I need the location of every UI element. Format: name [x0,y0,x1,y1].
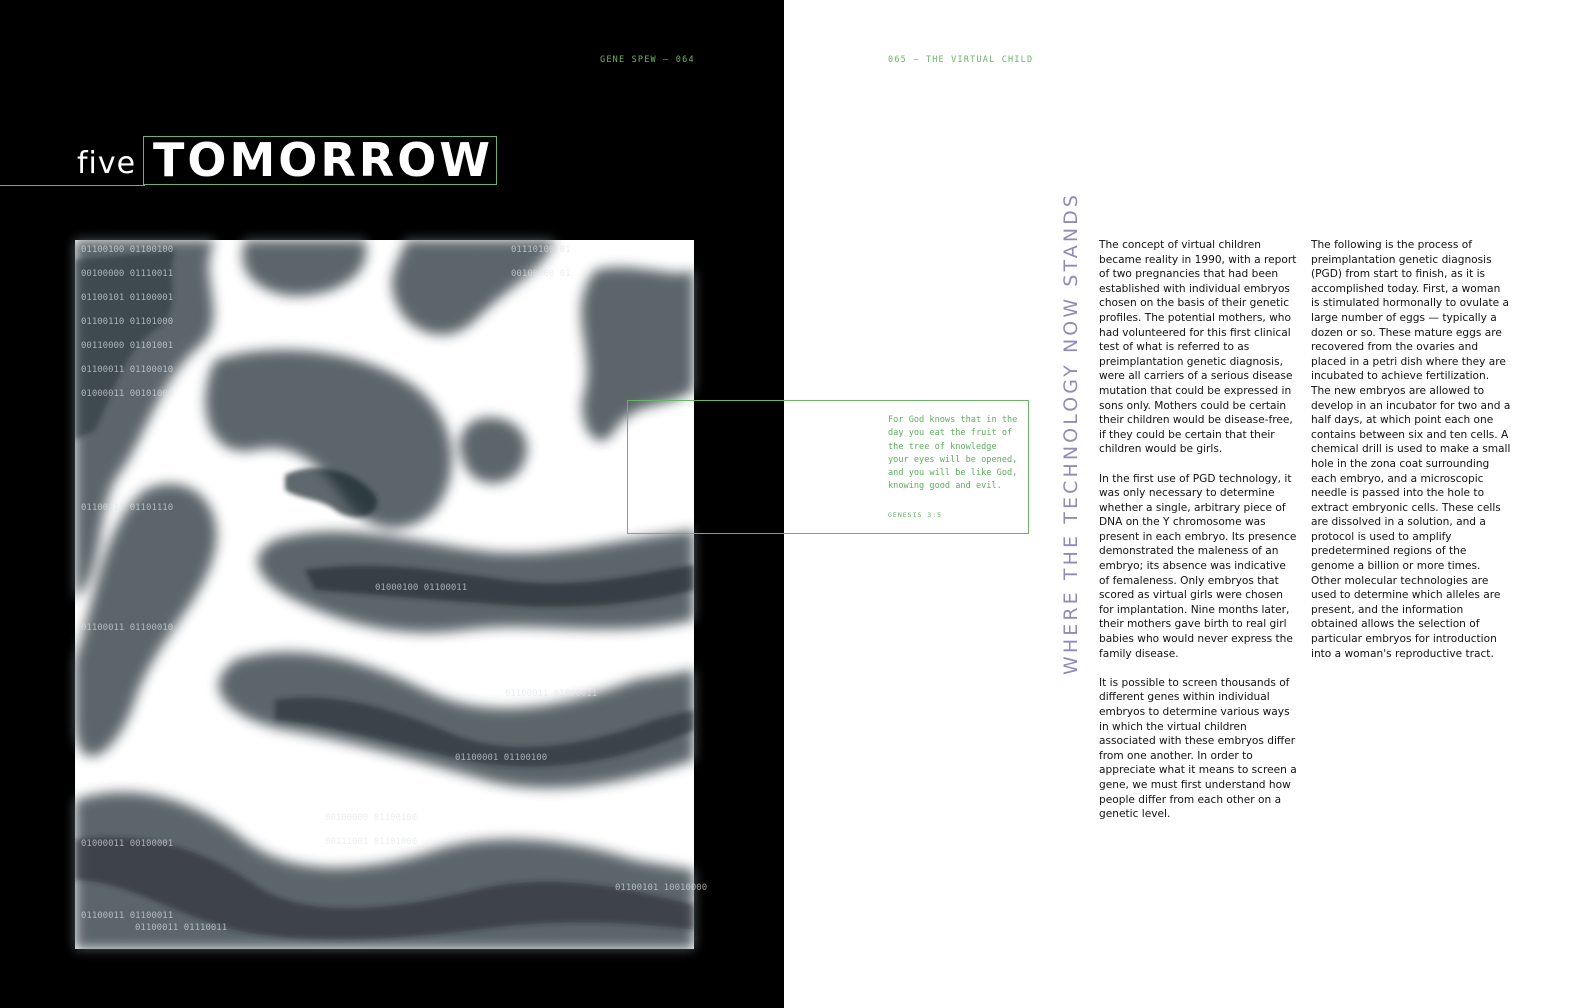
svg-text:01100011 01000011: 01100011 01000011 [505,689,598,699]
svg-text:01100011 01100011: 01100011 01100011 [81,911,174,921]
svg-text:01100001 01100100: 01100001 01100100 [455,753,548,763]
svg-text:01000011 00101000: 01000011 00101000 [81,389,174,399]
svg-text:01100101 01100001: 01100101 01100001 [81,293,174,303]
svg-text:01000100 01100011: 01000100 01100011 [375,583,468,593]
chapter-number: five [77,146,137,181]
body-column-1 [1099,238,1299,836]
section-heading: WHERE THE TECHNOLOGY NOW STANDS [1060,191,1082,675]
svg-text:00100000 01: 00100000 01 [511,269,571,279]
svg-text:01100101 10010000: 01100101 10010000 [615,883,708,893]
svg-text:00111001 01101000: 00111001 01101000 [325,837,418,847]
svg-text:01100011 01110011: 01100011 01110011 [135,923,228,933]
left-folio: GENE SPEW — 064 [600,55,695,65]
svg-text:01100111 01101110: 01100111 01101110 [81,503,174,513]
paragraph: The concept of virtual children became reality in 1990, with a report of two pregnancies that had been established with individual embryos chosen on the basis of their genetic profiles. The potential mothers, who had volunteered for this first clinical test of what is referred to as preimplantation genetic diagnosis, were all carriers of a serious disease mutation that could be expressed in sons only. Mothers could be certain their children would be disease-free, if they could be certain that their children would be girls. [1099,239,1297,456]
epigraph-quote: For God knows that in the day you eat the fruit of the tree of knowledge your eyes will be opened, and you will be like God, knowing good and evil. [888,415,1018,492]
svg-text:01100011 01100010: 01100011 01100010 [81,623,174,633]
epigraph-citation: GENESIS 3:5 [888,511,943,519]
svg-text:01100100 01100100: 01100100 01100100 [81,245,174,255]
svg-text:01110100 01: 01110100 01 [511,245,571,255]
chapter-rule [0,185,145,186]
svg-text:01100110 01101000: 01100110 01101000 [81,317,174,327]
svg-text:01100011 01100010: 01100011 01100010 [81,365,174,375]
microscope-photo [75,240,708,949]
svg-text:00110000 01101001: 00110000 01101001 [81,341,174,351]
svg-text:01000011 00100001: 01000011 00100001 [81,839,174,849]
body-column-2 [1311,238,1511,676]
paragraph: In the first use of PGD technology, it was only necessary to determine whether a single, arbitrary piece of DNA on the Y chromosome was present in each embryo. Its presence demonstrated the maleness of an embryo; its absence was indicative of femaleness. Only embryos that scored as virtual girls were chosen for implantation. Nine months later, their mothers gave birth to real girl babies who would never express the family disease. [1099,472,1297,660]
svg-text:00100000 01100100: 00100000 01100100 [325,813,418,823]
right-folio: 065 — THE VIRTUAL CHILD [888,55,1034,65]
paragraph: It is possible to screen thousands of different genes within individual embryos to determine various ways in which the virtual children associated with these embryos differ from one another. In order to appreciate what it means to screen a gene, we must first understand how people differ from each other on a genetic level. [1099,676,1297,821]
chapter-title: TOMORROW [153,133,494,187]
paragraph: The following is the process of preimplantation genetic diagnosis (PGD) from start to finish, as it is accomplished today. First, a woman is stimulated hormonally to ovulate a large number of eggs — typically a dozen or so. These mature eggs are recovered from the ovaries and placed in a petri dish where they are incubated to achieve fertilization. The new embryos are allowed to develop in an incubator for two and a half days, at which point each one contains between six and ten cells. A chemical drill is used to make a small hole in the zona coat surrounding each embryo, and a microscopic needle is passed into the hole to extract embryonic cells. These cells are dissolved in a solution, and a protocol is used to amplify predetermined regions of the genome a billion or more times. Other molecular technologies are used to determine which alleles are present, and the information obtained allows the selection of particular embryos for introduction into a woman's reproductive tract. [1311,239,1511,660]
svg-text:00100000 01110011: 00100000 01110011 [81,269,174,279]
